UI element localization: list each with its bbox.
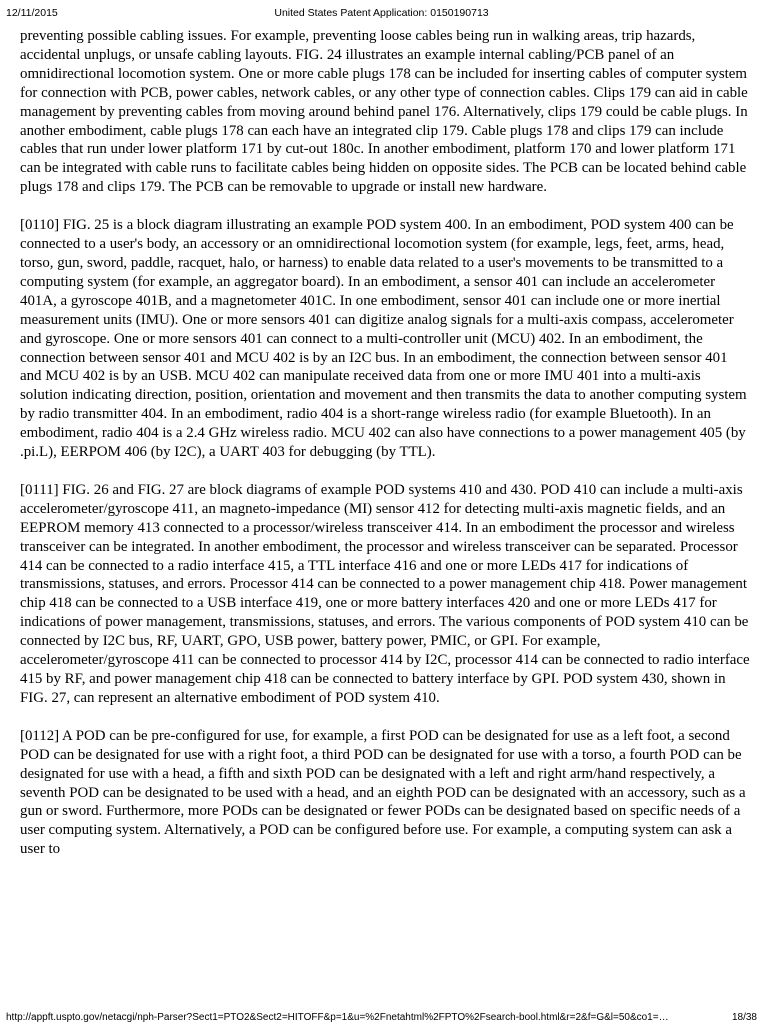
print-date: 12/11/2015 — [6, 7, 58, 19]
patent-body — [20, 27, 752, 878]
page-footer — [6, 1012, 757, 1026]
document-title: United States Patent Application: 0150190713 — [274, 7, 489, 19]
page-header — [6, 7, 757, 21]
paragraph-continued: preventing possible cabling issues. For example, preventing loose cables being run in walking areas, trip hazards, accidental unplugs, or unsafe cabling layouts. FIG. 24 illustrates an example internal cabling/PCB panel of an omnidirectional locomotion system. One or more cable plugs 178 can be included for inserting cables of computer system for connection with PCB, power cables, network cables, or any other type of connection cables. Clips 179 can aid in cable management by preventing cables from moving around behind panel 176. Alternatively, clips 179 could be cable plugs. In another embodiment, cable plugs 178 can each have an integrated clip 179. Cable plugs 178 and clips 179 can include cables that run under lower platform 171 by cut-out 180c. In another embodiment, platform 170 and lower platform 171 can be integrated with cable runs to facilitate cables being hidden on opposite sides. The PCB can be located behind cable plugs 178 and clips 179. The PCB can be removable to upgrade or install new hardware. — [20, 28, 748, 196]
page-number: 18/38 — [731, 1012, 757, 1023]
paragraph-0111: [0111] FIG. 26 and FIG. 27 are block diagrams of example POD systems 410 and 430. POD 410 can include a multi-axis accelerometer/gyroscope 411, an magneto-impedance (MI) sensor 412 for detecting multi-axis magnetic fields, and an EEPROM memory 413 connected to a processor/wireless transceiver 414. In an embodiment the processor and wireless transceiver can be integrated. In another embodiment, the processor and wireless transceiver can be separated. Processor 414 can be connected to a radio interface 415, a TTL interface 416 and one or more LEDs 417 for indications of transmissions, statuses, and errors. Processor 414 can be connected to a power management chip 418. Power management chip 418 can be connected to a USB interface 419, one or more battery interfaces 420 and one or more LEDs 417 for indications of power management, transmissions, statuses, and errors. The various components of POD system 410 can be connected by I2C bus, RF, UART, GPO, USB power, battery power, PMIC, or GPI. For example, accelerometer/gyroscope 411 can be connected to processor 414 by I2C, processor 414 can be connected to radio interface 415 by RF, and power management chip 418 can be connected to battery interface by GPI. POD system 430, shown in FIG. 27, can represent an alternative embodiment of POD system 410. — [20, 481, 750, 706]
source-url: http://appft.uspto.gov/netacgi/nph-Parser?Sect1=PTO2&Sect2=HITOFF&p=1&u=%2Fnetahtml%2FPTO%2Fsearch-bool.html&r=2&f=G&l=50&co1=… — [6, 1012, 669, 1023]
paragraph-0112: [0112] A POD can be pre-configured for use, for example, a first POD can be designated for use as a left foot, a second POD can be designated for use with a right foot, a third POD can be designated for use with a torso, a fourth POD can be designated for use with a head, a fifth and sixth POD can be designated with a left and right arm/hand respectively, a seventh POD can be designated to be used with a head, and an eighth POD can be designated with an accessory, such as a gun or sword. Furthermore, more PODs can be designated or fewer PODs can be designated based on specific needs of a user computing system. Alternatively, a POD can be configured before use. For example, a computing system can ask a user to — [20, 727, 746, 858]
paragraph-0110: [0110] FIG. 25 is a block diagram illustrating an example POD system 400. In an embodiment, POD system 400 can be connected to a user's body, an accessory or an omnidirectional locomotion system (for example, legs, feet, arms, head, torso, gun, sword, paddle, racquet, halo, or harness) to enable data related to a user's movements to be transmitted to a computing system (for example, an aggregator board). In an embodiment, a sensor 401 can include an accelerometer 401A, a gyroscope 401B, and a magnetometer 401C. In one embodiment, sensor 401 can include one or more inertial measurement units (IMU). One or more sensors 401 can digitize analog signals for a multi-axis compass, accelerometer and gyroscope. One or more sensors 401 can connect to a multi-controller unit (MCU) 402. In an embodiment, the connection between sensor 401 and MCU 402 is by an I2C bus. In an embodiment, the connection between sensor 401 and MCU 402 is by an USB. MCU 402 can manipulate received data from one or more IMU 401 into a multi-axis solution indicating direction, position, orientation and movement and then transmits the data to another computing system by radio transmitter 404. In an embodiment, radio 404 is a short-range wireless radio (for example Bluetooth). In an embodiment, radio 404 is a 2.4 GHz wireless radio. MCU 402 can also have connections to a power management 405 (by .pi.L), EERPOM 406 (by I2C), a UART 403 for debugging (by TTL). — [20, 217, 747, 461]
